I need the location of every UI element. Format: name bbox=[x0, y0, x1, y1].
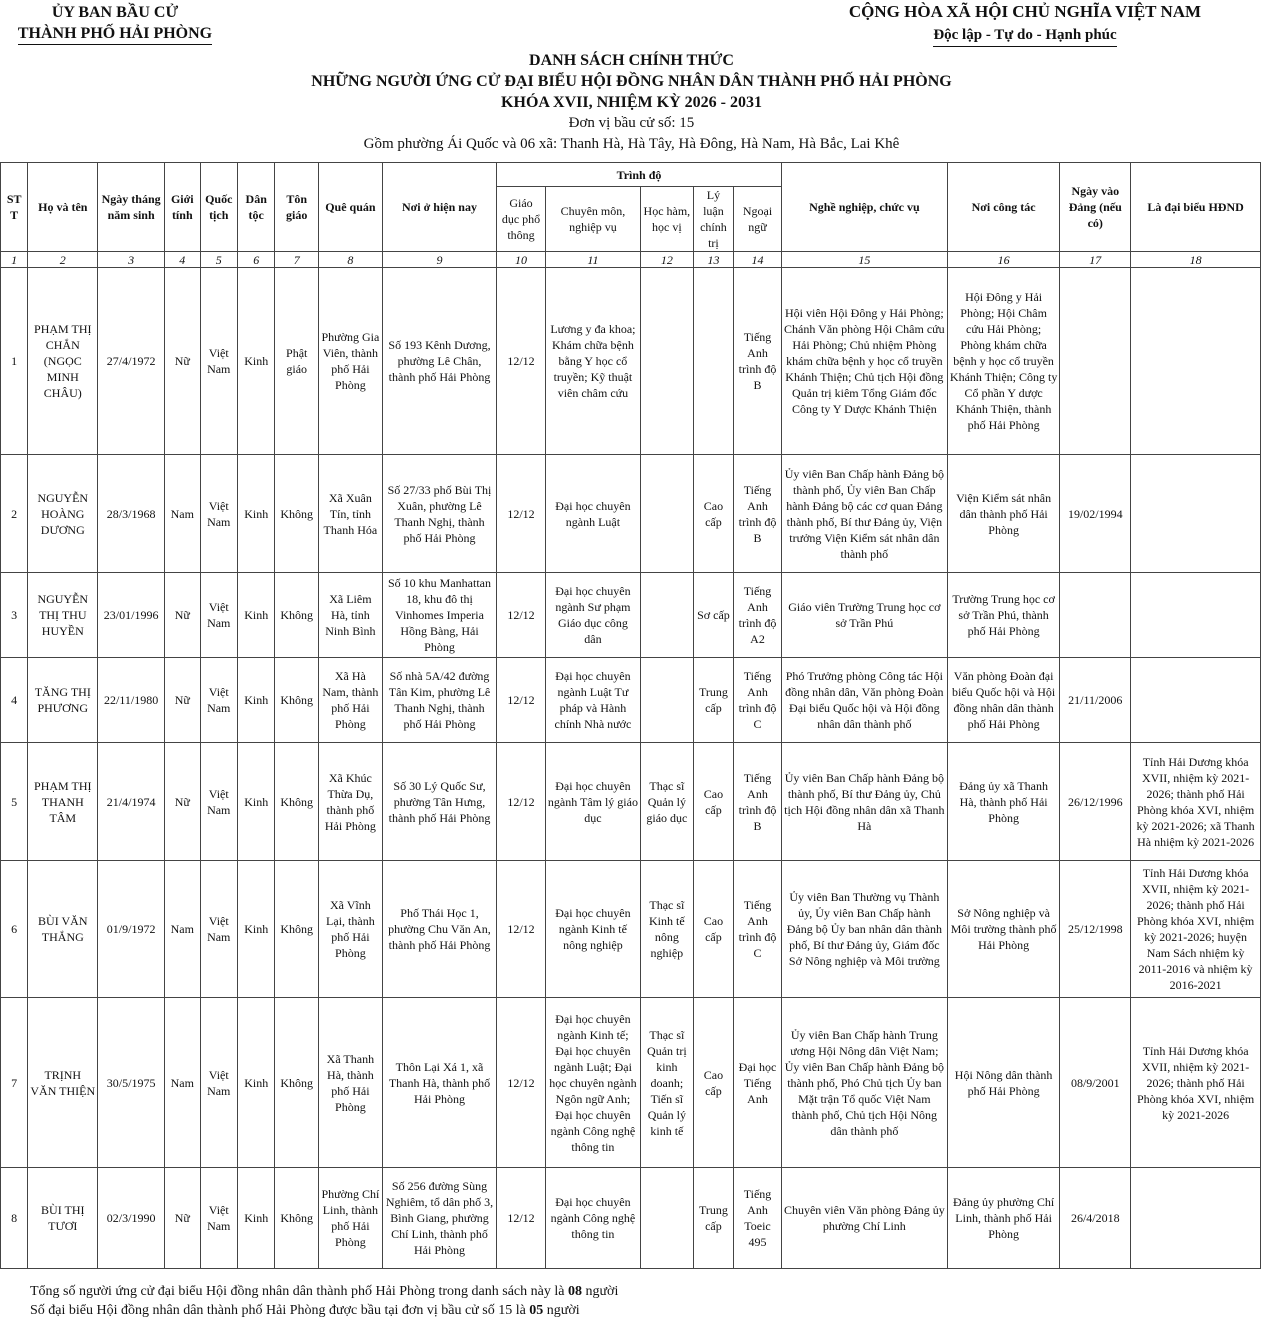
title-line-1: DANH SÁCH CHÍNH THỨC bbox=[529, 52, 734, 69]
title-line-2: NHỮNG NGƯỜI ỨNG CỬ ĐẠI BIỂU HỘI ĐỒNG NHÂN DÂN THÀNH PHỐ HẢI PHÒNG bbox=[311, 73, 952, 90]
document-title bbox=[0, 50, 1263, 155]
election-committee-header bbox=[0, 0, 230, 45]
total-candidates-line bbox=[30, 1282, 618, 1301]
cell-name: NGUYỄN THỊ THU HUYỀN bbox=[28, 573, 98, 658]
cell-language: Đại học Tiếng Anh bbox=[734, 998, 782, 1168]
cell-dob: 28/3/1968 bbox=[98, 455, 165, 573]
cell-council-member bbox=[1131, 658, 1261, 743]
cell-gender: Nữ bbox=[165, 743, 200, 861]
cell-stt: 3 bbox=[1, 573, 28, 658]
cell-religion: Không bbox=[275, 658, 319, 743]
cell-workplace: Hội Đông y Hải Phòng; Hội Châm cứu Hải Phòng; Phòng khám chữa bệnh y học cổ truyền Khánh Thiện; Công ty Cổ phần Y dược Khánh Thiện, thành phố Hải Phòng bbox=[947, 268, 1059, 455]
cell-degree bbox=[641, 268, 694, 455]
candidate-table bbox=[0, 162, 1261, 1269]
cell-name: PHẠM THỊ THANH TÂM bbox=[28, 743, 98, 861]
col-number: 1 bbox=[1, 252, 28, 268]
cell-nationality: Việt Nam bbox=[200, 268, 237, 455]
cell-stt: 5 bbox=[1, 743, 28, 861]
cell-degree: Thạc sĩ Quản lý giáo dục bbox=[641, 743, 694, 861]
col-number: 18 bbox=[1131, 252, 1261, 268]
cell-workplace: Viện Kiểm sát nhân dân thành phố Hải Phòng bbox=[947, 455, 1059, 573]
header-education-group: Trình độ bbox=[497, 163, 782, 187]
header-political: Lý luận chính trị bbox=[693, 187, 734, 252]
total-candidates-text: Tổng số người ứng cử đại biểu Hội đồng nhân dân thành phố Hải Phòng trong danh sách này là bbox=[30, 1284, 565, 1299]
cell-specialty: Đại học chuyên ngành Luật bbox=[545, 455, 640, 573]
table-row bbox=[1, 268, 1261, 455]
elected-seats-text: Số đại biểu Hội đồng nhân dân thành phố Hải Phòng được bầu tại đơn vị bầu cử số 15 là bbox=[30, 1303, 526, 1318]
cell-council-member: Tỉnh Hải Dương khóa XVII, nhiệm kỳ 2021-2026; thành phố Hải Phòng khóa XVI, nhiệm kỳ 2021-2026; huyện Nam Sách nhiệm kỳ 2011-2016 và nhiệm kỳ 2016-2021 bbox=[1131, 861, 1261, 998]
cell-occupation: Ủy viên Ban Chấp hành Đảng bộ thành phố, Bí thư Đảng ủy, Chủ tịch Hội đồng nhân dân xã Thanh Hà bbox=[781, 743, 947, 861]
cell-council-member: Tỉnh Hải Dương khóa XVII, nhiệm kỳ 2021-2026; thành phố Hải Phòng khóa XVI, nhiệm kỳ 2021-2026 bbox=[1131, 998, 1261, 1168]
cell-council-member: Tỉnh Hải Dương khóa XVII, nhiệm kỳ 2021-2026; thành phố Hải Phòng khóa XVI, nhiệm kỳ 2021-2026; xã Thanh Hà nhiệm kỳ 2021-2026 bbox=[1131, 743, 1261, 861]
cell-degree bbox=[641, 658, 694, 743]
cell-workplace: Đảng ủy xã Thanh Hà, thành phố Hải Phòng bbox=[947, 743, 1059, 861]
cell-residence: Thôn Lại Xá 1, xã Thanh Hà, thành phố Hải Phòng bbox=[382, 998, 496, 1168]
cell-dob: 21/4/1974 bbox=[98, 743, 165, 861]
cell-party-date: 21/11/2006 bbox=[1060, 658, 1131, 743]
cell-ethnicity: Kinh bbox=[237, 268, 274, 455]
cell-party-date bbox=[1060, 268, 1131, 455]
cell-name: TĂNG THỊ PHƯƠNG bbox=[28, 658, 98, 743]
col-number: 4 bbox=[165, 252, 200, 268]
cell-residence: Số 27/33 phố Bùi Thị Xuân, phường Lê Thanh Nghị, thành phố Hải Phòng bbox=[382, 455, 496, 573]
cell-nationality: Việt Nam bbox=[200, 573, 237, 658]
cell-political: Sơ cấp bbox=[693, 573, 734, 658]
title-line-4: Đơn vị bầu cử số: 15 bbox=[568, 115, 695, 131]
elected-seats-count: 05 bbox=[529, 1303, 544, 1318]
cell-ethnicity: Kinh bbox=[237, 658, 274, 743]
cell-gender: Nữ bbox=[165, 1168, 200, 1269]
cell-hometown: Xã Thanh Hà, thành phố Hải Phòng bbox=[318, 998, 382, 1168]
header-religion: Tôn giáo bbox=[275, 163, 319, 252]
cell-language: Tiếng Anh trình độ A2 bbox=[734, 573, 782, 658]
cell-specialty: Đại học chuyên ngành Luật Tư pháp và Hành chính Nhà nước bbox=[545, 658, 640, 743]
cell-stt: 6 bbox=[1, 861, 28, 998]
cell-nationality: Việt Nam bbox=[200, 1168, 237, 1269]
header-specialty: Chuyên môn, nghiệp vụ bbox=[545, 187, 640, 252]
cell-occupation: Giáo viên Trường Trung học cơ sở Trần Phú bbox=[781, 573, 947, 658]
cell-general-edu: 12/12 bbox=[497, 658, 546, 743]
table-row bbox=[1, 861, 1261, 998]
table-row bbox=[1, 455, 1261, 573]
title-line-5: Gồm phường Ái Quốc và 06 xã: Thanh Hà, Hà Tây, Hà Đông, Hà Nam, Hà Bắc, Lai Khê bbox=[363, 136, 900, 152]
cell-language: Tiếng Anh trình độ B bbox=[734, 743, 782, 861]
cell-party-date: 25/12/1998 bbox=[1060, 861, 1131, 998]
cell-religion: Không bbox=[275, 455, 319, 573]
cell-religion: Không bbox=[275, 998, 319, 1168]
cell-stt: 8 bbox=[1, 1168, 28, 1269]
cell-religion: Phật giáo bbox=[275, 268, 319, 455]
col-number: 9 bbox=[382, 252, 496, 268]
col-number: 14 bbox=[734, 252, 782, 268]
table-row bbox=[1, 1168, 1261, 1269]
committee-line-2: THÀNH PHỐ HẢI PHÒNG bbox=[18, 23, 212, 45]
col-number: 17 bbox=[1060, 252, 1131, 268]
col-number: 5 bbox=[200, 252, 237, 268]
cell-occupation: Ủy viên Ban Chấp hành Trung ương Hội Nông dân Việt Nam; Ủy viên Ban Chấp hành Đảng bộ thành phố, Phó Chủ tịch Ủy ban Mặt trận Tổ quốc Việt Nam thành phố, Chủ tịch Hội Nông dân thành phố bbox=[781, 998, 947, 1168]
cell-hometown: Xã Hà Nam, thành phố Hải Phòng bbox=[318, 658, 382, 743]
cell-residence: Số 193 Kênh Dương, phường Lê Chân, thành phố Hải Phòng bbox=[382, 268, 496, 455]
motto: Độc lập - Tự do - Hạnh phúc bbox=[933, 24, 1116, 47]
cell-occupation: Ủy viên Ban Chấp hành Đảng bộ thành phố, Ủy viên Ban Chấp hành Đảng bộ các cơ quan Đảng thành phố, Bí thư Đảng ủy, Viện trưởng Viện Kiểm sát nhân dân thành phố bbox=[781, 455, 947, 573]
cell-workplace: Đảng ủy phường Chí Linh, thành phố Hải Phòng bbox=[947, 1168, 1059, 1269]
cell-workplace: Trường Trung học cơ sở Trần Phú, thành phố Hải Phòng bbox=[947, 573, 1059, 658]
header-residence: Nơi ở hiện nay bbox=[382, 163, 496, 252]
header-gender: Giới tính bbox=[165, 163, 200, 252]
cell-council-member bbox=[1131, 455, 1261, 573]
cell-nationality: Việt Nam bbox=[200, 455, 237, 573]
cell-religion: Không bbox=[275, 861, 319, 998]
cell-ethnicity: Kinh bbox=[237, 455, 274, 573]
cell-specialty: Đại học chuyên ngành Sư phạm Giáo dục công dân bbox=[545, 573, 640, 658]
cell-religion: Không bbox=[275, 743, 319, 861]
header-council-member: Là đại biểu HĐND bbox=[1131, 163, 1261, 252]
cell-occupation: Phó Trưởng phòng Công tác Hội đồng nhân dân, Văn phòng Đoàn Đại biểu Quốc hội và Hội đồng nhân dân thành phố bbox=[781, 658, 947, 743]
cell-dob: 23/01/1996 bbox=[98, 573, 165, 658]
col-number: 6 bbox=[237, 252, 274, 268]
col-number: 16 bbox=[947, 252, 1059, 268]
cell-hometown: Xã Vĩnh Lại, thành phố Hải Phòng bbox=[318, 861, 382, 998]
cell-name: BÙI THỊ TƯƠI bbox=[28, 1168, 98, 1269]
cell-party-date: 19/02/1994 bbox=[1060, 455, 1131, 573]
cell-political: Cao cấp bbox=[693, 743, 734, 861]
cell-specialty: Đại học chuyên ngành Tâm lý giáo dục bbox=[545, 743, 640, 861]
cell-nationality: Việt Nam bbox=[200, 743, 237, 861]
table-row bbox=[1, 998, 1261, 1168]
total-candidates-unit: người bbox=[585, 1284, 619, 1299]
cell-ethnicity: Kinh bbox=[237, 861, 274, 998]
col-number: 15 bbox=[781, 252, 947, 268]
cell-general-edu: 12/12 bbox=[497, 268, 546, 455]
elected-seats-unit: người bbox=[546, 1303, 580, 1318]
column-number-row bbox=[1, 252, 1261, 268]
cell-degree bbox=[641, 455, 694, 573]
header-dob: Ngày tháng năm sinh bbox=[98, 163, 165, 252]
cell-workplace: Hội Nông dân thành phố Hải Phòng bbox=[947, 998, 1059, 1168]
header-occupation: Nghề nghiệp, chức vụ bbox=[781, 163, 947, 252]
header-name: Họ và tên bbox=[28, 163, 98, 252]
table-row bbox=[1, 658, 1261, 743]
cell-workplace: Văn phòng Đoàn đại biểu Quốc hội và Hội đồng nhân dân thành phố Hải Phòng bbox=[947, 658, 1059, 743]
cell-religion: Không bbox=[275, 1168, 319, 1269]
cell-occupation: Chuyên viên Văn phòng Đảng ủy phường Chí Linh bbox=[781, 1168, 947, 1269]
cell-specialty: Lương y đa khoa; Khám chữa bệnh bằng Y học cổ truyền; Kỹ thuật viên châm cứu bbox=[545, 268, 640, 455]
cell-hometown: Xã Xuân Tín, tỉnh Thanh Hóa bbox=[318, 455, 382, 573]
title-line-3: KHÓA XVII, NHIỆM KỲ 2026 - 2031 bbox=[501, 94, 762, 111]
cell-stt: 1 bbox=[1, 268, 28, 455]
cell-gender: Nữ bbox=[165, 658, 200, 743]
header-hometown: Quê quán bbox=[318, 163, 382, 252]
cell-nationality: Việt Nam bbox=[200, 861, 237, 998]
table-row bbox=[1, 573, 1261, 658]
cell-language: Tiếng Anh Toeic 495 bbox=[734, 1168, 782, 1269]
cell-name: TRỊNH VĂN THIỆN bbox=[28, 998, 98, 1168]
cell-nationality: Việt Nam bbox=[200, 998, 237, 1168]
cell-occupation: Hội viên Hội Đông y Hải Phòng; Chánh Văn phòng Hội Châm cứu Hải Phòng; Chủ nhiệm Phòng khám chữa bệnh y học cổ truyền Khánh Thiện; Chủ tịch Hội đồng Quản trị kiêm Tổng Giám đốc Công ty Y Dược Khánh Thiện bbox=[781, 268, 947, 455]
cell-gender: Nam bbox=[165, 455, 200, 573]
cell-stt: 4 bbox=[1, 658, 28, 743]
cell-dob: 01/9/1972 bbox=[98, 861, 165, 998]
cell-council-member bbox=[1131, 1168, 1261, 1269]
cell-name: PHẠM THỊ CHẮN (NGỌC MINH CHÂU) bbox=[28, 268, 98, 455]
cell-workplace: Sở Nông nghiệp và Môi trường thành phố Hải Phòng bbox=[947, 861, 1059, 998]
cell-ethnicity: Kinh bbox=[237, 1168, 274, 1269]
cell-party-date: 26/4/2018 bbox=[1060, 1168, 1131, 1269]
col-number: 11 bbox=[545, 252, 640, 268]
cell-ethnicity: Kinh bbox=[237, 998, 274, 1168]
cell-language: Tiếng Anh trình độ B bbox=[734, 455, 782, 573]
cell-dob: 02/3/1990 bbox=[98, 1168, 165, 1269]
cell-gender: Nữ bbox=[165, 268, 200, 455]
header-party-date: Ngày vào Đảng (nếu có) bbox=[1060, 163, 1131, 252]
cell-degree bbox=[641, 573, 694, 658]
cell-political: Cao cấp bbox=[693, 998, 734, 1168]
cell-ethnicity: Kinh bbox=[237, 573, 274, 658]
cell-degree: Thạc sĩ Quản trị kinh doanh; Tiến sĩ Quản lý kinh tế bbox=[641, 998, 694, 1168]
national-motto-header bbox=[810, 0, 1240, 47]
cell-gender: Nữ bbox=[165, 573, 200, 658]
cell-hometown: Phường Chí Linh, thành phố Hải Phòng bbox=[318, 1168, 382, 1269]
cell-party-date: 08/9/2001 bbox=[1060, 998, 1131, 1168]
cell-political bbox=[693, 268, 734, 455]
cell-degree bbox=[641, 1168, 694, 1269]
cell-political: Cao cấp bbox=[693, 861, 734, 998]
cell-ethnicity: Kinh bbox=[237, 743, 274, 861]
cell-hometown: Xã Khúc Thừa Dụ, thành phố Hải Phòng bbox=[318, 743, 382, 861]
cell-occupation: Ủy viên Ban Thường vụ Thành ủy, Ủy viên Ban Chấp hành Đảng bộ Ủy ban nhân dân thành phố, Bí thư Đảng ủy, Giám đốc Sở Nông nghiệp và Môi trường bbox=[781, 861, 947, 998]
col-number: 10 bbox=[497, 252, 546, 268]
cell-nationality: Việt Nam bbox=[200, 658, 237, 743]
total-candidates-count: 08 bbox=[567, 1284, 582, 1299]
cell-general-edu: 12/12 bbox=[497, 573, 546, 658]
cell-party-date: 26/12/1996 bbox=[1060, 743, 1131, 861]
header-general-edu: Giáo dục phổ thông bbox=[497, 187, 546, 252]
summary-footer bbox=[30, 1282, 618, 1320]
header-ethnicity: Dân tộc bbox=[237, 163, 274, 252]
cell-degree: Thạc sĩ Kinh tế nông nghiệp bbox=[641, 861, 694, 998]
cell-general-edu: 12/12 bbox=[497, 1168, 546, 1269]
header-workplace: Nơi công tác bbox=[947, 163, 1059, 252]
cell-hometown: Xã Liêm Hà, tỉnh Ninh Bình bbox=[318, 573, 382, 658]
cell-council-member bbox=[1131, 573, 1261, 658]
cell-residence: Số 256 đường Sùng Nghiêm, tổ dân phố 3, Bình Giang, phường Chí Linh, thành phố Hải Phòng bbox=[382, 1168, 496, 1269]
cell-residence: Số 30 Lý Quốc Sư, phường Tân Hưng, thành phố Hải Phòng bbox=[382, 743, 496, 861]
header-language: Ngoại ngữ bbox=[734, 187, 782, 252]
cell-gender: Nam bbox=[165, 998, 200, 1168]
header-stt: ST T bbox=[1, 163, 28, 252]
cell-name: BÙI VĂN THẮNG bbox=[28, 861, 98, 998]
col-number: 7 bbox=[275, 252, 319, 268]
cell-stt: 2 bbox=[1, 455, 28, 573]
col-number: 3 bbox=[98, 252, 165, 268]
cell-general-edu: 12/12 bbox=[497, 455, 546, 573]
committee-line-1: ỦY BAN BẦU CỬ bbox=[51, 4, 179, 21]
cell-political: Trung cấp bbox=[693, 658, 734, 743]
country-name: CỘNG HÒA XÃ HỘI CHỦ NGHĨA VIỆT NAM bbox=[848, 2, 1202, 21]
cell-specialty: Đại học chuyên ngành Kinh tế; Đại học chuyên ngành Luật; Đại học chuyên ngành Ngôn ngữ Anh; Đại học chuyên ngành Công nghệ thông tin bbox=[545, 998, 640, 1168]
cell-specialty: Đại học chuyên ngành Công nghệ thông tin bbox=[545, 1168, 640, 1269]
cell-religion: Không bbox=[275, 573, 319, 658]
cell-gender: Nam bbox=[165, 861, 200, 998]
cell-hometown: Phường Gia Viên, thành phố Hải Phòng bbox=[318, 268, 382, 455]
cell-dob: 27/4/1972 bbox=[98, 268, 165, 455]
header-nationality: Quốc tịch bbox=[200, 163, 237, 252]
cell-party-date bbox=[1060, 573, 1131, 658]
col-number: 2 bbox=[28, 252, 98, 268]
col-number: 13 bbox=[693, 252, 734, 268]
cell-name: NGUYỄN HOÀNG DƯƠNG bbox=[28, 455, 98, 573]
cell-language: Tiếng Anh trình độ C bbox=[734, 861, 782, 998]
cell-dob: 30/5/1975 bbox=[98, 998, 165, 1168]
cell-specialty: Đại học chuyên ngành Kinh tế nông nghiệp bbox=[545, 861, 640, 998]
cell-language: Tiếng Anh trình độ C bbox=[734, 658, 782, 743]
cell-stt: 7 bbox=[1, 998, 28, 1168]
col-number: 8 bbox=[318, 252, 382, 268]
cell-council-member bbox=[1131, 268, 1261, 455]
cell-general-edu: 12/12 bbox=[497, 998, 546, 1168]
table-row bbox=[1, 743, 1261, 861]
cell-political: Cao cấp bbox=[693, 455, 734, 573]
cell-political: Trung cấp bbox=[693, 1168, 734, 1269]
cell-residence: Số 10 khu Manhattan 18, khu đô thị Vinhomes Imperia Hồng Bàng, Hải Phòng bbox=[382, 573, 496, 658]
cell-residence: Số nhà 5A/42 đường Tân Kim, phường Lê Thanh Nghị, thành phố Hải Phòng bbox=[382, 658, 496, 743]
elected-seats-line bbox=[30, 1301, 618, 1320]
header-degree: Học hàm, học vị bbox=[641, 187, 694, 252]
cell-general-edu: 12/12 bbox=[497, 861, 546, 998]
col-number: 12 bbox=[641, 252, 694, 268]
cell-dob: 22/11/1980 bbox=[98, 658, 165, 743]
cell-language: Tiếng Anh trình độ B bbox=[734, 268, 782, 455]
cell-general-edu: 12/12 bbox=[497, 743, 546, 861]
cell-residence: Phố Thái Học 1, phường Chu Văn An, thành phố Hải Phòng bbox=[382, 861, 496, 998]
